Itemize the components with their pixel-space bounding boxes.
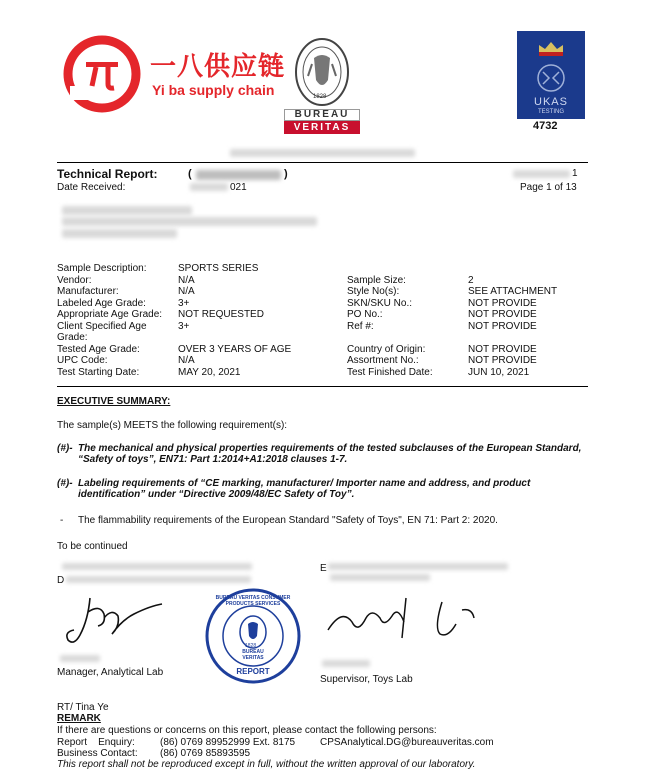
manager-title: Manager, Analytical Lab: [57, 667, 164, 678]
report-number-open: (: [188, 168, 192, 180]
field-label: SKN/SKU No.:: [347, 297, 413, 309]
field-label: Appropriate Age Grade:: [57, 309, 163, 320]
field-label: UPC Code:: [57, 355, 108, 366]
header-divider: [57, 162, 588, 163]
rt-initials: RT/ Tina Ye: [57, 702, 109, 713]
ukas-testing: TESTING: [537, 109, 564, 115]
bv-word-bureau: BUREAU: [284, 109, 360, 121]
redacted-date: [190, 183, 228, 191]
business-contact-phone: (86) 0769 85893595: [160, 748, 251, 759]
item1-line1: The mechanical and physical properties requirements of the tested subclauses of the European Standard,: [78, 443, 582, 454]
business-contact-label: Business Contact:: [57, 748, 138, 759]
item3-text: The flammability requirements of the European Standard "Safety of Toys", EN 71: Part 2: 2020.: [78, 515, 498, 526]
sample-value: 3+: [178, 320, 190, 332]
sample-row: [57, 298, 146, 310]
sample-row: [57, 263, 146, 275]
field-label: Sample Description:: [57, 263, 147, 274]
sample-row: [57, 275, 91, 287]
field-label: Country of Origin:: [347, 343, 426, 355]
remark-text: If there are questions or concerns on this report, please contact the following persons:: [57, 725, 437, 736]
sample-row: [57, 355, 108, 367]
sample-value: NOT REQUESTED: [178, 309, 264, 320]
summary-intro: The sample(s) MEETS the following requirement(s):: [57, 420, 288, 431]
supervisor-signature-icon: [322, 588, 482, 648]
sample-value: 2: [468, 274, 474, 286]
sample-value: 3+: [178, 297, 190, 309]
seal-year: 1828: [245, 643, 257, 649]
field-label: Sample Size:: [347, 274, 406, 286]
redacted-right-line1: [328, 563, 508, 570]
sample-row: [57, 321, 147, 333]
ukas-tick-icon: [531, 63, 571, 93]
sample-value: N/A: [178, 286, 195, 297]
field-label: Tested Age Grade:: [57, 343, 140, 355]
sample-value: SPORTS SERIES: [178, 263, 259, 274]
redacted-right-line2: [330, 574, 430, 581]
date-received-label: Date Received:: [57, 182, 126, 193]
redacted-report-number: [196, 170, 281, 180]
sample-value: SEE ATTACHMENT: [468, 286, 558, 297]
sample-value: JUN 10, 2021: [468, 366, 530, 378]
seal-bottom-text: REPORT: [236, 667, 270, 676]
redacted-client-line3: [62, 229, 177, 238]
item3-marker: -: [60, 515, 64, 526]
top-right-number: 1: [572, 168, 578, 179]
supervisor-title: Supervisor, Toys Lab: [320, 674, 413, 685]
sample-value: NOT PROVIDE: [468, 309, 537, 320]
sample-value: N/A: [178, 274, 195, 286]
sample-row: [57, 367, 139, 379]
remark-heading: REMARK: [57, 713, 101, 724]
left-initial: D: [57, 575, 65, 586]
redacted-left-line1: [62, 563, 252, 570]
field-label: Style No(s):: [347, 286, 400, 297]
to-be-continued: To be continued: [57, 541, 128, 552]
sample-row: [57, 286, 119, 298]
ukas-name: UKAS: [534, 96, 568, 108]
seal-inner-veritas: VERITAS: [242, 655, 264, 661]
item1-marker: (#)-: [57, 443, 73, 454]
redacted-top-right: [513, 170, 570, 178]
yiba-chinese-name: 一八供应链: [150, 52, 286, 82]
sample-value: MAY 20, 2021: [178, 366, 241, 378]
yiba-mark-icon: [62, 34, 142, 114]
report-enquiry-phone: (86) 0769 89952999 Ext. 8175: [160, 737, 296, 748]
page-info: Page 1 of 13: [520, 182, 577, 193]
sample-value: OVER 3 YEARS OF AGE: [178, 343, 292, 355]
redacted-left-line2: [66, 576, 251, 583]
field-label: Test Finished Date:: [347, 366, 433, 378]
ukas-logo: [517, 31, 585, 119]
field-label: PO No.:: [347, 309, 383, 320]
date-received-value: 021: [230, 182, 247, 193]
field-label: Assortment No.:: [347, 355, 419, 366]
sample-value: NOT PROVIDE: [468, 343, 537, 355]
redacted-header-line: [230, 149, 415, 157]
manager-signature-icon: [60, 590, 170, 650]
field-label: Test Starting Date:: [57, 366, 140, 378]
report-title-label: Technical Report:: [57, 167, 158, 181]
redacted-client-line2: [62, 217, 317, 226]
ukas-number: 4732: [533, 120, 558, 132]
redacted-client-line1: [62, 206, 192, 215]
field-label: Manufacturer:: [57, 286, 119, 297]
sample-value: NOT PROVIDE: [468, 297, 537, 309]
item2-marker: (#)-: [57, 478, 73, 489]
item2-line1: Labeling requirements of “CE marking, manufacturer/ Importer name and address, and product: [78, 478, 531, 489]
item2-line2: identification” under “Directive 2009/48/EC Safety of Toy”.: [78, 489, 355, 500]
sample-value: NOT PROVIDE: [468, 320, 537, 332]
redacted-manager-name: [60, 655, 100, 662]
crown-icon: [536, 39, 566, 57]
disclaimer: This report shall not be reproduced except in full, without the written approval of our laboratory.: [57, 759, 476, 770]
bv-word-veritas: VERITAS: [284, 121, 360, 134]
seal-ring-text: BUREAU VERITAS CONSUMER PRODUCTS SERVICES: [215, 595, 291, 607]
field-label: Vendor:: [57, 274, 92, 286]
report-number-close: ): [284, 168, 288, 180]
bv-cps-seal: [205, 588, 301, 684]
sample-row: [57, 309, 162, 321]
summary-heading: EXECUTIVE SUMMARY:: [57, 396, 171, 407]
table-divider: [57, 386, 588, 387]
bureau-veritas-logo: [284, 36, 360, 134]
report-enquiry-label: Report Enquiry:: [57, 737, 135, 748]
field-label: Ref #:: [347, 320, 374, 332]
redacted-supervisor-name: [322, 660, 370, 667]
yiba-english-name: Yi ba supply chain: [152, 82, 275, 98]
yiba-logo: [62, 34, 286, 114]
sample-value: NOT PROVIDE: [468, 355, 537, 366]
sample-row: [57, 332, 88, 344]
sample-row: [57, 344, 140, 356]
field-label: Grade:: [57, 332, 88, 343]
seal-inner-bureau: BUREAU: [242, 649, 264, 655]
right-initial: E: [320, 563, 327, 574]
sample-value: N/A: [178, 355, 195, 366]
report-enquiry-email[interactable]: CPSAnalytical.DG@bureauveritas.com: [320, 737, 494, 748]
field-label: Labeled Age Grade:: [57, 297, 146, 309]
bv-year: 1828: [313, 94, 327, 100]
item1-line2: “Safety of toys”, EN71: Part 1:2014+A1:2018 clauses 1-7.: [78, 454, 348, 465]
field-label: Client Specified Age: [57, 320, 147, 332]
